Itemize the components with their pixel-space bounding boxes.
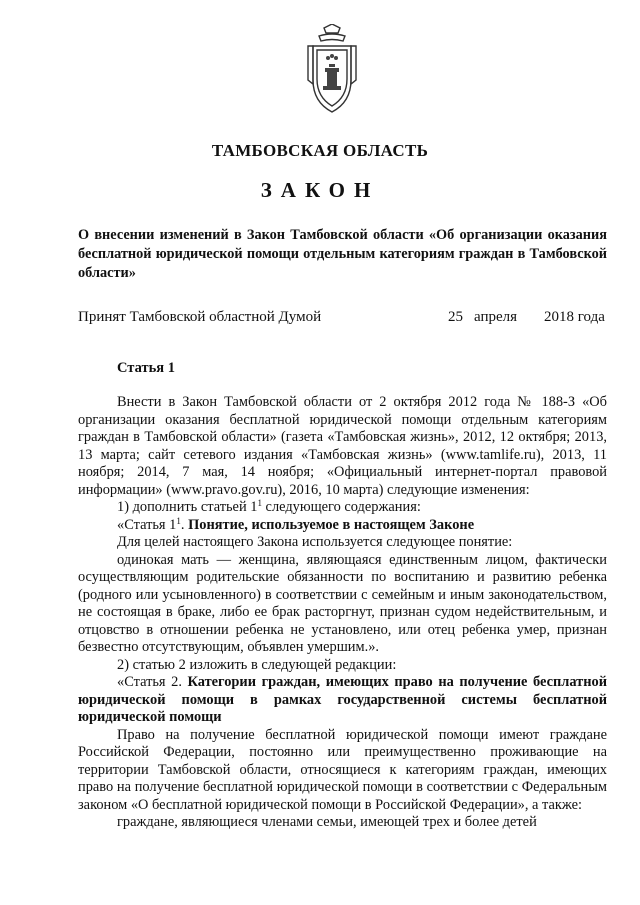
item-2: 2) статью 2 изложить в следующей редакции: xyxy=(117,656,397,673)
law-heading: ЗАКОН xyxy=(260,178,380,202)
article-1-body xyxy=(78,394,607,832)
coat-of-arms-emblem xyxy=(303,24,361,114)
adopted-by: Принят Тамбовской областной Думой xyxy=(78,309,322,325)
new-article-heading xyxy=(78,517,607,535)
new-article-title: Понятие, используемое в настоящем Законе xyxy=(188,516,475,533)
tambov-coat-of-arms-icon xyxy=(303,24,361,114)
item-1 xyxy=(78,499,607,517)
article-1-intro: Внести в Закон Тамбовской области от 2 октября 2012 года № 188-З «Об организации оказания бесплатной юридической помощи отдельным категориям граждан в Тамбовской области» (газета «Тамбовская жизнь», 2012, 12 октября; 2013, 13 марта; сайт сетевого издания «Тамбовская жизнь» (www.tamlife.ru), 2013, 11 ноября; 2014, 7 мая, 14 ноября; «Официальный интернет-портал правовой информации» (www.pravo.gov.ru), 2016, 10 марта) следующие изменения: xyxy=(78,394,607,498)
law-title: О внесении изменений в Закон Тамбовской области «Об организации оказания бесплатной юридической помощи отдельным категориям граждан в Тамбовской области» xyxy=(78,227,607,281)
adopted-year: 2018 года xyxy=(544,309,605,325)
definition-paragraph: одинокая мать — женщина, являющаяся единственным лицом, фактически осуществляющим родительские обязанности по воспитанию и развитию ребенка (родного или усыновленного) в соответствии с семейным и иным законодательством, не состоящая в браке, либо ее брак расторгнут, признан судом недействительным, и отцовство в отношении ребенка не установлено, или отец ребенка умер, признан безвестно отсутствующим, объявлен умершим.». xyxy=(78,551,607,655)
item-1-text: 1) дополнить статьей 1 xyxy=(117,499,258,515)
new-article-number: «Статья 1 xyxy=(117,516,177,533)
article-2-heading xyxy=(78,674,607,727)
article-2-prefix: «Статья 2. xyxy=(117,674,188,690)
new-article-dot: . xyxy=(180,516,189,533)
article-2-title: Категории граждан, имеющих право на получение бесплатной юридической помощи в рамках государственной системы бесплатной юридической помощи xyxy=(78,674,607,725)
item-1-sup: 1 xyxy=(257,498,262,508)
article-1-heading: Статья 1 xyxy=(117,360,175,376)
new-article-sup: 1 xyxy=(176,515,181,526)
item-1-text-end: следующего содержания: xyxy=(261,499,421,515)
right-paragraph: Право на получение бесплатной юридической помощи имеют граждане Российской Федерации, постоянно или преимущественно проживающие на территории Тамбовской области, относящиеся к категориям граждан, имеющих право на получение бесплатной юридической помощи в соответствии с Федеральным законом «О бесплатной юридической помощи в Российской Федерации», а также: xyxy=(78,726,607,813)
adopted-month: апреля xyxy=(474,309,518,325)
region-heading: ТАМБОВСКАЯ ОБЛАСТЬ xyxy=(211,141,429,160)
last-line: граждане, являющиеся членами семьи, имеющей трех и более детей xyxy=(117,814,537,830)
purpose-line: Для целей настоящего Закона используется следующее понятие: xyxy=(117,534,513,550)
adopted-day: 25 xyxy=(448,309,463,325)
